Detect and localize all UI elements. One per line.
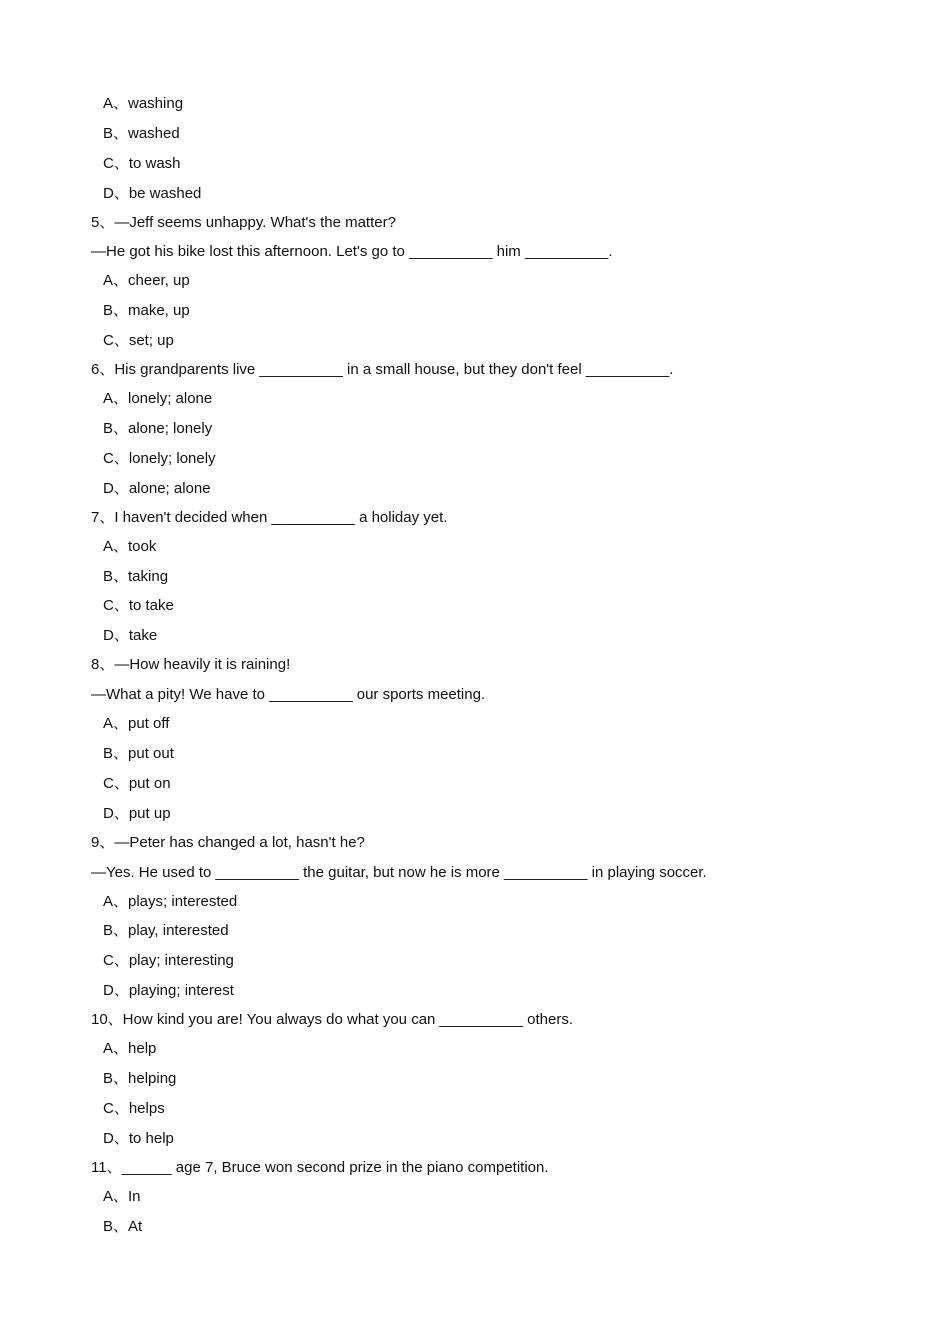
q10-stem: 10、How kind you are! You always do what you can __________ others. [91, 1011, 573, 1028]
q7-stem: 7、I haven't decided when __________ a holiday yet. [91, 509, 448, 526]
q7-option-c: C、to take [103, 597, 174, 614]
q6-option-d: D、alone; alone [103, 480, 211, 497]
q7-option-d: D、take [103, 627, 158, 644]
q11-option-b: B、At [103, 1218, 143, 1235]
q11-stem: 11、______ age 7, Bruce won second prize in the piano competition. [91, 1159, 549, 1176]
q8-stem: 8、—How heavily it is raining! [91, 656, 291, 673]
q9-option-a: A、plays; interested [103, 893, 238, 910]
q7-option-b: B、taking [103, 568, 169, 585]
q6-option-a: A、lonely; alone [103, 390, 213, 407]
q5-stem: 5、—Jeff seems unhappy. What's the matter? [91, 214, 396, 231]
q11-option-a: A、In [103, 1188, 141, 1205]
q5-option-a: A、cheer, up [103, 272, 190, 289]
q10-option-d: D、to help [103, 1130, 174, 1147]
q9-option-b: B、play, interested [103, 922, 229, 939]
q8-option-c: C、put on [103, 775, 171, 792]
q10-option-b: B、helping [103, 1070, 177, 1087]
q6-option-b: B、alone; lonely [103, 420, 213, 437]
q10-option-a: A、help [103, 1040, 157, 1057]
q9-option-c: C、play; interesting [103, 952, 234, 969]
q6-stem: 6、His grandparents live __________ in a small house, but they don't feel __________. [91, 361, 674, 378]
q6-option-c: C、lonely; lonely [103, 450, 216, 467]
q10-option-c: C、helps [103, 1100, 165, 1117]
q8-option-d: D、put up [103, 805, 171, 822]
q4-option-b: B、washed [103, 125, 180, 142]
q5-stem-2: —He got his bike lost this afternoon. Let's go to __________ him __________. [91, 243, 613, 260]
q8-option-a: A、put off [103, 715, 170, 732]
q7-option-a: A、took [103, 538, 157, 555]
q8-stem-2: —What a pity! We have to __________ our sports meeting. [91, 686, 486, 703]
q4-option-a: A、washing [103, 95, 184, 112]
q5-option-b: B、make, up [103, 302, 190, 319]
q8-option-b: B、put out [103, 745, 174, 762]
q5-option-c: C、set; up [103, 332, 174, 349]
q9-option-d: D、playing; interest [103, 982, 234, 999]
q9-stem-2: —Yes. He used to __________ the guitar, but now he is more __________ in playing soccer. [91, 864, 707, 881]
q4-option-d: D、be washed [103, 185, 202, 202]
q4-option-c: C、to wash [103, 155, 181, 172]
q9-stem: 9、—Peter has changed a lot, hasn't he? [91, 834, 365, 851]
